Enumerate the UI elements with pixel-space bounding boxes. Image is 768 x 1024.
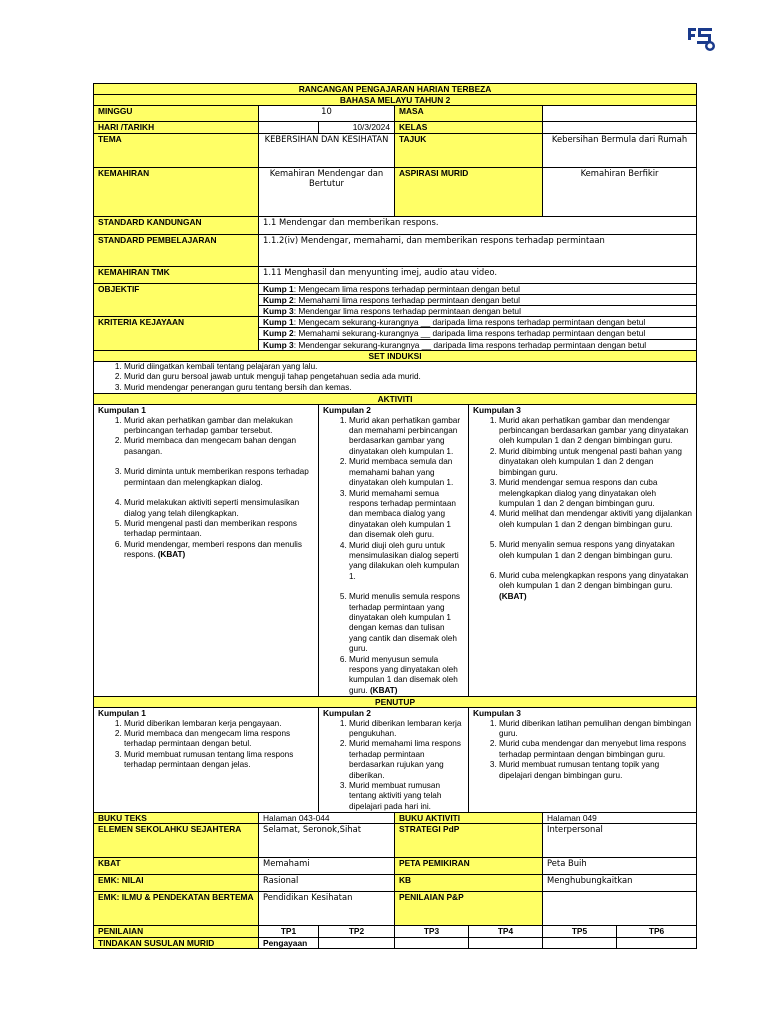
list-item: 4. Murid melakukan aktiviti seperti mensimulasikan dialog yang telah dilengkapkan. (124, 498, 314, 519)
masa-label: MASA (395, 106, 543, 122)
kriteria-item: Kump 1: Mengecam sekurang-kurangnya __ daripada lima respons terhadap permintaan dengan betul (259, 317, 697, 328)
list-item: 2. Murid membaca dan mengecam lima respons terhadap permintaan dengan betul. (124, 729, 314, 750)
empty-cell (617, 937, 697, 948)
buku-teks-value: Halaman 043-044 (259, 813, 395, 824)
list-item: 5. Murid mengenal pasti dan memberikan respons terhadap permintaan. (124, 519, 314, 540)
list-item: 5. Murid menulis semula respons terhadap permintaan yang dinyatakan oleh kumpulan 1 dengan kemas dan tulisan yang cantik dan disemak oleh guru. (349, 592, 464, 654)
list-item: 2. Murid cuba mendengar dan menyebut lima respons terhadap permintaan dengan bimbingan guru. (499, 739, 692, 760)
tema-label: TEMA (94, 133, 259, 167)
emk-nilai-value: Rasional (259, 875, 395, 892)
plan-subtitle: BAHASA MELAYU TAHUN 2 (94, 95, 697, 106)
list-item: 1. Murid akan perhatikan gambar dan mendengar perbincangan berdasarkan gambar yang dinyatakan oleh kumpulan 1 dan 2 dengan bimbingan guru. (499, 416, 692, 447)
kemahiran-value: Kemahiran Mendengar dan Bertutur (259, 167, 395, 216)
penilaian-pnp-value (543, 892, 697, 926)
empty-cell (395, 937, 469, 948)
masa-value (543, 106, 697, 122)
penutup-header: PENUTUP (94, 697, 697, 708)
group-title: Kumpulan 2 (323, 405, 371, 416)
minggu-value: 10 (259, 106, 395, 122)
standard-kandungan-value: 1.1 Mendengar dan memberikan respons. (259, 216, 697, 234)
tema-value: KEBERSIHAN DAN KESIHATAN (259, 133, 395, 167)
list-item: 2. Murid membaca dan mengecam bahan dengan pasangan. (124, 436, 314, 457)
peta-pemikiran-label: PETA PEMIKIRAN (395, 858, 543, 875)
kb-value: Menghubungkaitkan (543, 875, 697, 892)
list-item: 1. Murid akan perhatikan gambar dan melakukan perbincangan terhadap gambar tersebut. (124, 416, 314, 437)
list-item: 3. Murid membuat rumusan tentang topik yang dipelajari dengan bimbingan guru. (499, 760, 692, 781)
kemahiran-tmk-value: 1.11 Menghasil dan menyunting imej, audio atau video. (259, 266, 697, 283)
aktiviti-kumpulan-2 (319, 405, 469, 697)
tajuk-label: TAJUK (395, 133, 543, 167)
empty-cell (319, 937, 395, 948)
lesson-plan-table (93, 83, 697, 949)
buku-aktiviti-value: Halaman 049 (543, 813, 697, 824)
group-title: Kumpulan 1 (98, 708, 146, 719)
list-item: 5. Murid menyalin semua respons yang dinyatakan oleh kumpulan 1 dan 2 dengan bimbingan guru. (499, 540, 692, 561)
kbat-value: Memahami (259, 858, 395, 875)
kemahiran-tmk-label: KEMAHIRAN TMK (94, 266, 259, 283)
empty-cell (543, 937, 617, 948)
penutup-kumpulan-1 (94, 708, 319, 813)
hari-tarikh-label: HARI /TARIKH (94, 122, 259, 133)
tp-cell: TP2 (319, 926, 395, 937)
buku-teks-label: BUKU TEKS (94, 813, 259, 824)
set-induksi-header: SET INDUKSI (94, 350, 697, 361)
hari-value (259, 122, 319, 133)
strategi-value: Interpersonal (543, 824, 697, 858)
emk-ilmu-value: Pendidikan Kesihatan (259, 892, 395, 926)
buku-aktiviti-label: BUKU AKTIVITI (395, 813, 543, 824)
standard-pembelajaran-label: STANDARD PEMBELAJARAN (94, 234, 259, 266)
list-item: 2. Murid dan guru bersoal jawab untuk menguji tahap pengetahuan sedia ada murid. (124, 372, 692, 382)
standard-pembelajaran-value: 1.1.2(iv) Mendengar, memahami, dan memberikan respons terhadap permintaan (259, 234, 697, 266)
list-item: 4. Murid diuji oleh guru untuk mensimulasikan dialog seperti yang dilakukan oleh kumpulan 1. (349, 541, 464, 583)
list-item: 6. Murid cuba melengkapkan respons yang dinyatakan oleh kumpulan 1 dan 2 dengan bimbingan guru. (KBAT) (499, 571, 692, 602)
tp-cell: TP4 (469, 926, 543, 937)
kelas-value (543, 122, 697, 133)
emk-ilmu-label: EMK: ILMU & PENDEKATAN BERTEMA (94, 892, 259, 926)
set-induksi-list (94, 362, 697, 394)
list-item: 4. Murid melihat dan mendengar aktiviti yang dijalankan oleh kumpulan 1 dan 2 dengan bimbingan guru. (499, 509, 692, 530)
group-title: Kumpulan 3 (473, 405, 521, 416)
list-item: 2. Murid memahami lima respons terhadap permintaan berdasarkan rujukan yang diberikan. (349, 739, 464, 781)
list-item: 3. Murid memahami semua respons terhadap permintaan dan membaca dialog yang dinyatakan oleh kumpulan 1 dan disemak oleh guru. (349, 489, 464, 541)
elemen-sekolahku-label: ELEMEN SEKOLAHKU SEJAHTERA (94, 824, 259, 858)
aspirasi-label: ASPIRASI MURID (395, 167, 543, 216)
group-title: Kumpulan 1 (98, 405, 146, 416)
penutup-kumpulan-3 (469, 708, 697, 813)
kemahiran-label: KEMAHIRAN (94, 167, 259, 216)
penilaian-pnp-label: PENILAIAN P&P (395, 892, 543, 926)
aktiviti-header: AKTIVITI (94, 394, 697, 405)
empty-cell (469, 937, 543, 948)
objektif-item: Kump 2: Memahami lima respons terhadap permintaan dengan betul (259, 294, 697, 305)
peta-pemikiran-value: Peta Buih (543, 858, 697, 875)
list-item: 2. Murid dibimbing untuk mengenal pasti bahan yang dinyatakan oleh kumpulan 1 dan 2 dengan bimbingan guru. (499, 447, 692, 478)
kriteria-item: Kump 3: Mendengar sekurang-kurangnya __ daripada lima respons terhadap permintaan dengan betul (259, 339, 697, 350)
group-title: Kumpulan 3 (473, 708, 521, 719)
list-item: 1. Murid diberikan lembaran kerja pengayaan. (124, 719, 314, 729)
objektif-item: Kump 3: Mendengar lima respons terhadap permintaan dengan betul (259, 306, 697, 317)
school-logo-icon (684, 22, 718, 54)
tp-cell: TP6 (617, 926, 697, 937)
tarikh-value: 10/3/2024 (319, 122, 395, 133)
list-item: 3. Murid diminta untuk memberikan respons terhadap permintaan dan melengkapkan dialog. (124, 467, 314, 488)
objektif-label: OBJEKTIF (94, 283, 259, 317)
tp-cell: TP1 (259, 926, 319, 937)
list-item: 3. Murid mendengar semua respons dan cuba melengkapkan dialog yang dinyatakan oleh kumpulan 1 dan 2 dengan bimbingan guru. (499, 478, 692, 509)
aktiviti-kumpulan-1 (94, 405, 319, 697)
elemen-sekolahku-value: Selamat, Seronok,Sihat (259, 824, 395, 858)
list-item: 1. Murid diberikan lembaran kerja pengukuhan. (349, 719, 464, 740)
kriteria-label: KRITERIA KEJAYAAN (94, 317, 259, 351)
list-item: 3. Murid membuat rumusan tentang aktiviti yang telah dipelajari pada hari ini. (349, 781, 464, 812)
aspirasi-value: Kemahiran Berfikir (543, 167, 697, 216)
tindakan-susulan-label: TINDAKAN SUSULAN MURID (94, 937, 259, 948)
list-item: 1. Murid diberikan latihan pemulihan dengan bimbingan guru. (499, 719, 692, 740)
plan-title: RANCANGAN PENGAJARAN HARIAN TERBEZA (94, 84, 697, 95)
list-item: 3. Murid membuat rumusan tentang lima respons terhadap permintaan dengan jelas. (124, 750, 314, 771)
list-item: 6. Murid mendengar, memberi respons dan menulis respons. (KBAT) (124, 540, 314, 561)
tp-cell: TP3 (395, 926, 469, 937)
list-item: 6. Murid menyusun semula respons yang dinyatakan oleh kumpulan 1 dan disemak oleh guru. (KBAT) (349, 655, 464, 697)
list-item: 1. Murid diingatkan kembali tentang pelajaran yang lalu. (124, 362, 692, 372)
penutup-kumpulan-2 (319, 708, 469, 813)
group-title: Kumpulan 2 (323, 708, 371, 719)
kelas-label: KELAS (395, 122, 543, 133)
emk-nilai-label: EMK: NILAI (94, 875, 259, 892)
list-item: 3. Murid mendengar penerangan guru tentang bersih dan kemas. (124, 383, 692, 393)
kb-label: KB (395, 875, 543, 892)
standard-kandungan-label: STANDARD KANDUNGAN (94, 216, 259, 234)
aktiviti-kumpulan-3 (469, 405, 697, 697)
penilaian-label: PENILAIAN (94, 926, 259, 937)
minggu-label: MINGGU (94, 106, 259, 122)
list-item: 2. Murid membaca semula dan memahami bahan yang dinyatakan oleh kumpulan 1. (349, 457, 464, 488)
tajuk-value: Kebersihan Bermula dari Rumah (543, 133, 697, 167)
kriteria-item: Kump 2: Memahami sekurang-kurangnya __ daripada lima respons terhadap permintaan dengan betul (259, 328, 697, 339)
tp-cell: TP5 (543, 926, 617, 937)
strategi-label: STRATEGI PdP (395, 824, 543, 858)
objektif-item: Kump 1: Mengecam lima respons terhadap permintaan dengan betul (259, 283, 697, 294)
list-item: 1. Murid akan perhatikan gambar dan memahami perbincangan berdasarkan gambar yang dinyatakan oleh kumpulan 1. (349, 416, 464, 458)
tindakan-susulan-value: Pengayaan (259, 937, 319, 948)
kbat-label: KBAT (94, 858, 259, 875)
